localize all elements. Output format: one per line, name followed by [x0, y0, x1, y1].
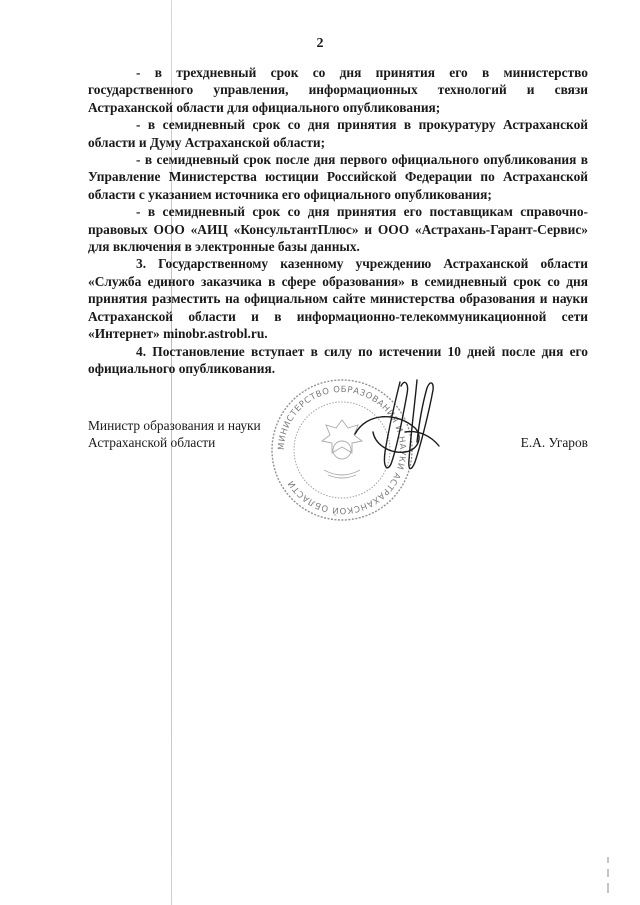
handwritten-signature	[345, 372, 445, 482]
signatory-position-line1: Министр образования и науки	[88, 418, 261, 433]
paragraph-item-3: 3. Государственному казенному учреждению Астраханской области «Служба единого заказчика в сфере образования» в семидневный срок со дня принятия разместить на официальном сайте министерства образования и науки Астраханской области и в информационно-телекоммуникационной сети «Интернет» minobr.astrobl.ru.	[88, 256, 588, 342]
paragraph-prosecutor: - в семидневный срок со дня принятия в прокуратуру Астраханской области и Думу Астраханской области;	[88, 117, 588, 150]
paragraph-item-4: 4. Постановление вступает в силу по истечении 10 дней после дня его официального опубликования.	[88, 343, 588, 376]
page-number: 2	[316, 36, 324, 51]
scan-margin-marks	[602, 855, 614, 895]
signatory-position-line2: Астраханской области	[88, 435, 216, 451]
signatory-name: Е.А. Угаров	[520, 435, 588, 450]
document-body	[88, 64, 588, 377]
paragraph-justice: - в семидневный срок после дня первого официального опубликования в Управление Министерства юстиции Российской Федерации по Астраханской области с указанием источника его официального опубликования;	[88, 152, 588, 202]
paragraph-publication: - в трехдневный срок со дня принятия его в министерство государственного управления, информационных технологий и связи Астраханской области для официального опубликования;	[88, 65, 588, 115]
seal-ring-text: МИНИСТЕРСТВО ОБРАЗОВАНИЯ И НАУКИ АСТРАХАНСКОЙ ОБЛАСТИ	[276, 384, 408, 516]
paragraph-legal-systems: - в семидневный срок со дня принятия его поставщикам справочно-правовых ООО «АИЦ «КонсультантПлюс» и ООО «Астрахань-Гарант-Сервис» для включения в электронные базы данных.	[88, 204, 588, 255]
signatory-position	[88, 417, 261, 452]
